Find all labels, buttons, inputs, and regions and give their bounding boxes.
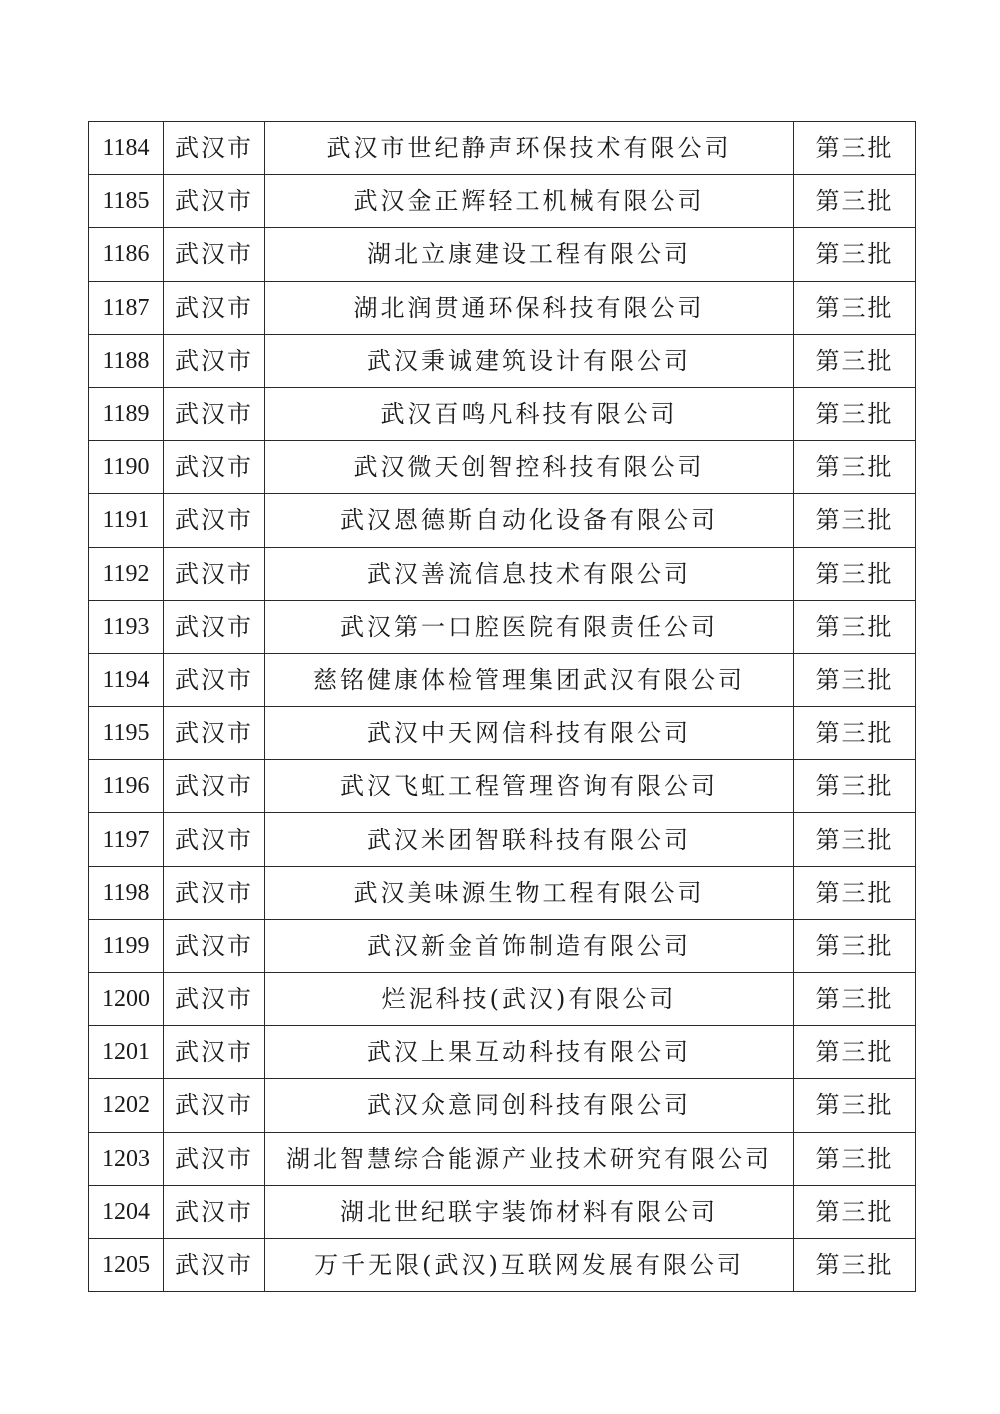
- table-row: [89, 600, 916, 653]
- batch-cell: 第三批: [794, 1079, 916, 1132]
- city-cell: 武汉市: [164, 866, 265, 919]
- city-cell: 武汉市: [164, 653, 265, 706]
- batch-cell: 第三批: [794, 919, 916, 972]
- city-cell: 武汉市: [164, 600, 265, 653]
- company-name-cell: 武汉第一口腔医院有限责任公司: [265, 600, 794, 653]
- batch-cell: 第三批: [794, 281, 916, 334]
- company-name-cell: 武汉恩德斯自动化设备有限公司: [265, 494, 794, 547]
- table-row: [89, 281, 916, 334]
- city-cell: 武汉市: [164, 919, 265, 972]
- table-row: [89, 760, 916, 813]
- table-row: [89, 1238, 916, 1291]
- city-cell: 武汉市: [164, 441, 265, 494]
- city-cell: 武汉市: [164, 1079, 265, 1132]
- city-cell: 武汉市: [164, 281, 265, 334]
- city-cell: 武汉市: [164, 334, 265, 387]
- city-cell: 武汉市: [164, 973, 265, 1026]
- company-name-cell: 湖北世纪联宇装饰材料有限公司: [265, 1185, 794, 1238]
- company-list-table: [88, 121, 916, 1292]
- table-row: [89, 1079, 916, 1132]
- batch-cell: 第三批: [794, 175, 916, 228]
- company-name-cell: 武汉飞虹工程管理咨询有限公司: [265, 760, 794, 813]
- batch-cell: 第三批: [794, 547, 916, 600]
- company-name-cell: 武汉善流信息技术有限公司: [265, 547, 794, 600]
- company-name-cell: 武汉新金首饰制造有限公司: [265, 919, 794, 972]
- row-number-cell: 1191: [89, 494, 164, 547]
- table-row: [89, 866, 916, 919]
- city-cell: 武汉市: [164, 387, 265, 440]
- batch-cell: 第三批: [794, 813, 916, 866]
- row-number-cell: 1193: [89, 600, 164, 653]
- batch-cell: 第三批: [794, 760, 916, 813]
- table-row: [89, 441, 916, 494]
- batch-cell: 第三批: [794, 653, 916, 706]
- city-cell: 武汉市: [164, 494, 265, 547]
- company-name-cell: 武汉中天网信科技有限公司: [265, 707, 794, 760]
- batch-cell: 第三批: [794, 334, 916, 387]
- company-name-cell: 湖北润贯通环保科技有限公司: [265, 281, 794, 334]
- row-number-cell: 1186: [89, 228, 164, 281]
- city-cell: 武汉市: [164, 1238, 265, 1291]
- row-number-cell: 1188: [89, 334, 164, 387]
- row-number-cell: 1194: [89, 653, 164, 706]
- city-cell: 武汉市: [164, 547, 265, 600]
- batch-cell: 第三批: [794, 122, 916, 175]
- table-row: [89, 973, 916, 1026]
- company-name-cell: 湖北立康建设工程有限公司: [265, 228, 794, 281]
- table-row: [89, 334, 916, 387]
- table-row: [89, 707, 916, 760]
- batch-cell: 第三批: [794, 707, 916, 760]
- row-number-cell: 1202: [89, 1079, 164, 1132]
- city-cell: 武汉市: [164, 707, 265, 760]
- company-list-body: [89, 122, 916, 1292]
- batch-cell: 第三批: [794, 1238, 916, 1291]
- row-number-cell: 1205: [89, 1238, 164, 1291]
- row-number-cell: 1195: [89, 707, 164, 760]
- row-number-cell: 1192: [89, 547, 164, 600]
- company-name-cell: 烂泥科技(武汉)有限公司: [265, 973, 794, 1026]
- company-name-cell: 武汉上果互动科技有限公司: [265, 1026, 794, 1079]
- batch-cell: 第三批: [794, 387, 916, 440]
- batch-cell: 第三批: [794, 1132, 916, 1185]
- table-row: [89, 122, 916, 175]
- city-cell: 武汉市: [164, 228, 265, 281]
- city-cell: 武汉市: [164, 1026, 265, 1079]
- batch-cell: 第三批: [794, 1026, 916, 1079]
- table-row: [89, 813, 916, 866]
- city-cell: 武汉市: [164, 122, 265, 175]
- row-number-cell: 1200: [89, 973, 164, 1026]
- row-number-cell: 1198: [89, 866, 164, 919]
- company-name-cell: 武汉美味源生物工程有限公司: [265, 866, 794, 919]
- row-number-cell: 1190: [89, 441, 164, 494]
- batch-cell: 第三批: [794, 866, 916, 919]
- company-name-cell: 武汉市世纪静声环保技术有限公司: [265, 122, 794, 175]
- batch-cell: 第三批: [794, 973, 916, 1026]
- table-row: [89, 387, 916, 440]
- company-name-cell: 武汉微天创智控科技有限公司: [265, 441, 794, 494]
- table-row: [89, 547, 916, 600]
- batch-cell: 第三批: [794, 494, 916, 547]
- row-number-cell: 1184: [89, 122, 164, 175]
- company-name-cell: 万千无限(武汉)互联网发展有限公司: [265, 1238, 794, 1291]
- row-number-cell: 1196: [89, 760, 164, 813]
- row-number-cell: 1201: [89, 1026, 164, 1079]
- company-name-cell: 武汉众意同创科技有限公司: [265, 1079, 794, 1132]
- batch-cell: 第三批: [794, 228, 916, 281]
- table-row: [89, 175, 916, 228]
- company-name-cell: 武汉百鸣凡科技有限公司: [265, 387, 794, 440]
- table-row: [89, 919, 916, 972]
- batch-cell: 第三批: [794, 1185, 916, 1238]
- company-name-cell: 武汉秉诚建筑设计有限公司: [265, 334, 794, 387]
- batch-cell: 第三批: [794, 441, 916, 494]
- table-row: [89, 653, 916, 706]
- city-cell: 武汉市: [164, 1185, 265, 1238]
- batch-cell: 第三批: [794, 600, 916, 653]
- row-number-cell: 1189: [89, 387, 164, 440]
- city-cell: 武汉市: [164, 175, 265, 228]
- table-row: [89, 1132, 916, 1185]
- company-name-cell: 武汉米团智联科技有限公司: [265, 813, 794, 866]
- city-cell: 武汉市: [164, 813, 265, 866]
- company-name-cell: 慈铭健康体检管理集团武汉有限公司: [265, 653, 794, 706]
- city-cell: 武汉市: [164, 760, 265, 813]
- row-number-cell: 1187: [89, 281, 164, 334]
- row-number-cell: 1199: [89, 919, 164, 972]
- table-row: [89, 1185, 916, 1238]
- table-row: [89, 1026, 916, 1079]
- company-name-cell: 武汉金正辉轻工机械有限公司: [265, 175, 794, 228]
- row-number-cell: 1203: [89, 1132, 164, 1185]
- row-number-cell: 1204: [89, 1185, 164, 1238]
- row-number-cell: 1185: [89, 175, 164, 228]
- table-row: [89, 228, 916, 281]
- row-number-cell: 1197: [89, 813, 164, 866]
- city-cell: 武汉市: [164, 1132, 265, 1185]
- table-row: [89, 494, 916, 547]
- company-name-cell: 湖北智慧综合能源产业技术研究有限公司: [265, 1132, 794, 1185]
